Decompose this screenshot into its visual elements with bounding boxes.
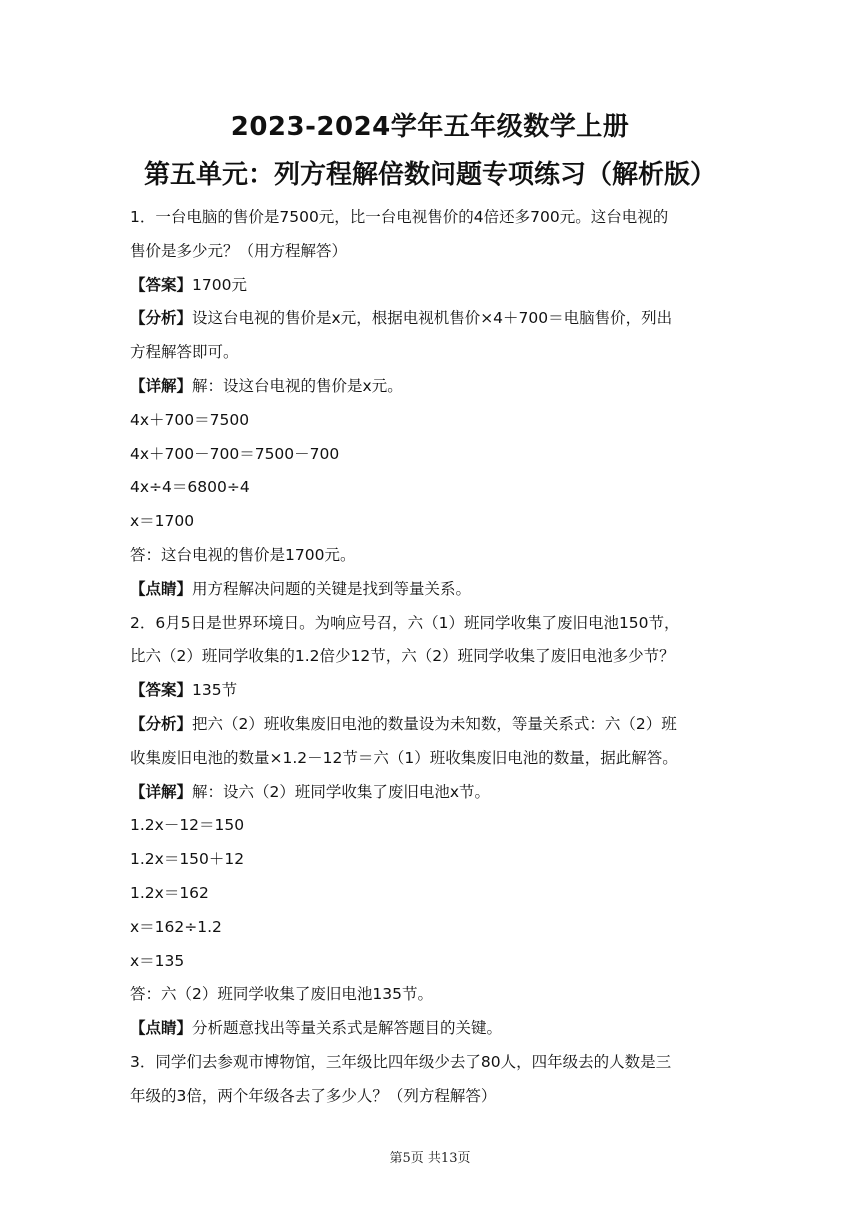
text-line	[130, 1080, 740, 1114]
document-body	[130, 201, 740, 1114]
line-text: 4x＋700－700＝7500－700	[130, 444, 340, 463]
text-line	[130, 978, 740, 1012]
line-text: 解：设六（2）班同学收集了废旧电池x节。	[192, 782, 491, 801]
section-tag: 【详解】	[130, 782, 193, 801]
text-line	[130, 776, 740, 810]
section-tag: 【分析】	[130, 714, 193, 733]
text-line	[130, 235, 740, 269]
line-text: 设这台电视的售价是x元，根据电视机售价×4＋700＝电脑售价，列出	[192, 309, 673, 328]
line-text: 分析题意找出等量关系式是解答题目的关键。	[192, 1019, 503, 1038]
line-text: x＝162÷1.2	[130, 917, 222, 936]
line-text: 1.2x＝150＋12	[130, 850, 245, 869]
text-line	[130, 607, 740, 641]
line-text: 3．同学们去参观市博物馆，三年级比四年级少去了80人，四年级去的人数是三	[130, 1052, 672, 1071]
section-tag: 【答案】	[130, 275, 193, 294]
line-text: 135节	[192, 681, 238, 700]
text-line	[130, 201, 740, 235]
text-line	[130, 573, 740, 607]
text-line	[130, 877, 740, 911]
line-text: 方程解答即可。	[130, 343, 239, 362]
line-text: 比六（2）班同学收集的1.2倍少12节，六（2）班同学收集了废旧电池多少节？	[130, 647, 675, 666]
text-line	[130, 809, 740, 843]
text-line	[130, 471, 740, 505]
section-tag: 【点睛】	[130, 1019, 193, 1038]
line-text: x＝1700	[130, 512, 195, 531]
text-line	[130, 640, 740, 674]
text-line	[130, 742, 740, 776]
line-text: 4x÷4＝6800÷4	[130, 478, 250, 497]
line-text: 2．6月5日是世界环境日。为响应号召，六（1）班同学收集了废旧电池150节，	[130, 613, 680, 632]
section-tag: 【分析】	[130, 309, 193, 328]
line-text: 1．一台电脑的售价是7500元，比一台电视售价的4倍还多700元。这台电视的	[130, 208, 669, 226]
line-text: 答：这台电视的售价是1700元。	[130, 545, 356, 564]
text-line	[130, 539, 740, 573]
text-line	[130, 370, 740, 404]
text-line	[130, 404, 740, 438]
line-text: 把六（2）班收集废旧电池的数量设为未知数，等量关系式：六（2）班	[192, 714, 677, 733]
line-text: 1.2x－12＝150	[130, 816, 245, 835]
section-tag: 【详解】	[130, 376, 193, 395]
document-subtitle: 第五单元：列方程解倍数问题专项练习（解析版）	[143, 160, 716, 190]
line-text: 答：六（2）班同学收集了废旧电池135节。	[130, 985, 433, 1004]
line-text: 4x＋700＝7500	[130, 410, 250, 429]
section-tag: 【答案】	[130, 681, 193, 700]
text-line	[130, 336, 740, 370]
text-line	[130, 843, 740, 877]
text-line	[130, 302, 740, 336]
text-line	[130, 945, 740, 979]
line-text: 收集废旧电池的数量×1.2－12节＝六（1）班收集废旧电池的数量，据此解答。	[130, 748, 678, 767]
line-text: 售价是多少元？（用方程解答）	[130, 241, 348, 260]
section-tag: 【点睛】	[130, 579, 193, 598]
page-footer: 第5页 共13页	[389, 1151, 471, 1166]
text-line	[130, 1046, 740, 1080]
line-text: 用方程解决问题的关键是找到等量关系。	[192, 579, 472, 598]
line-text: 解：设这台电视的售价是x元。	[192, 376, 403, 395]
line-text: 1.2x＝162	[130, 883, 209, 902]
text-line	[130, 911, 740, 945]
text-line	[130, 505, 740, 539]
text-line	[130, 1012, 740, 1046]
text-line	[130, 674, 740, 708]
line-text: 年级的3倍，两个年级各去了多少人？（列方程解答）	[130, 1086, 497, 1105]
line-text: 1700元	[192, 275, 247, 294]
text-line	[130, 438, 740, 472]
line-text: x＝135	[130, 951, 185, 970]
document-title: 2023-2024学年五年级数学上册	[230, 112, 630, 142]
text-line	[130, 269, 740, 303]
text-line	[130, 708, 740, 742]
